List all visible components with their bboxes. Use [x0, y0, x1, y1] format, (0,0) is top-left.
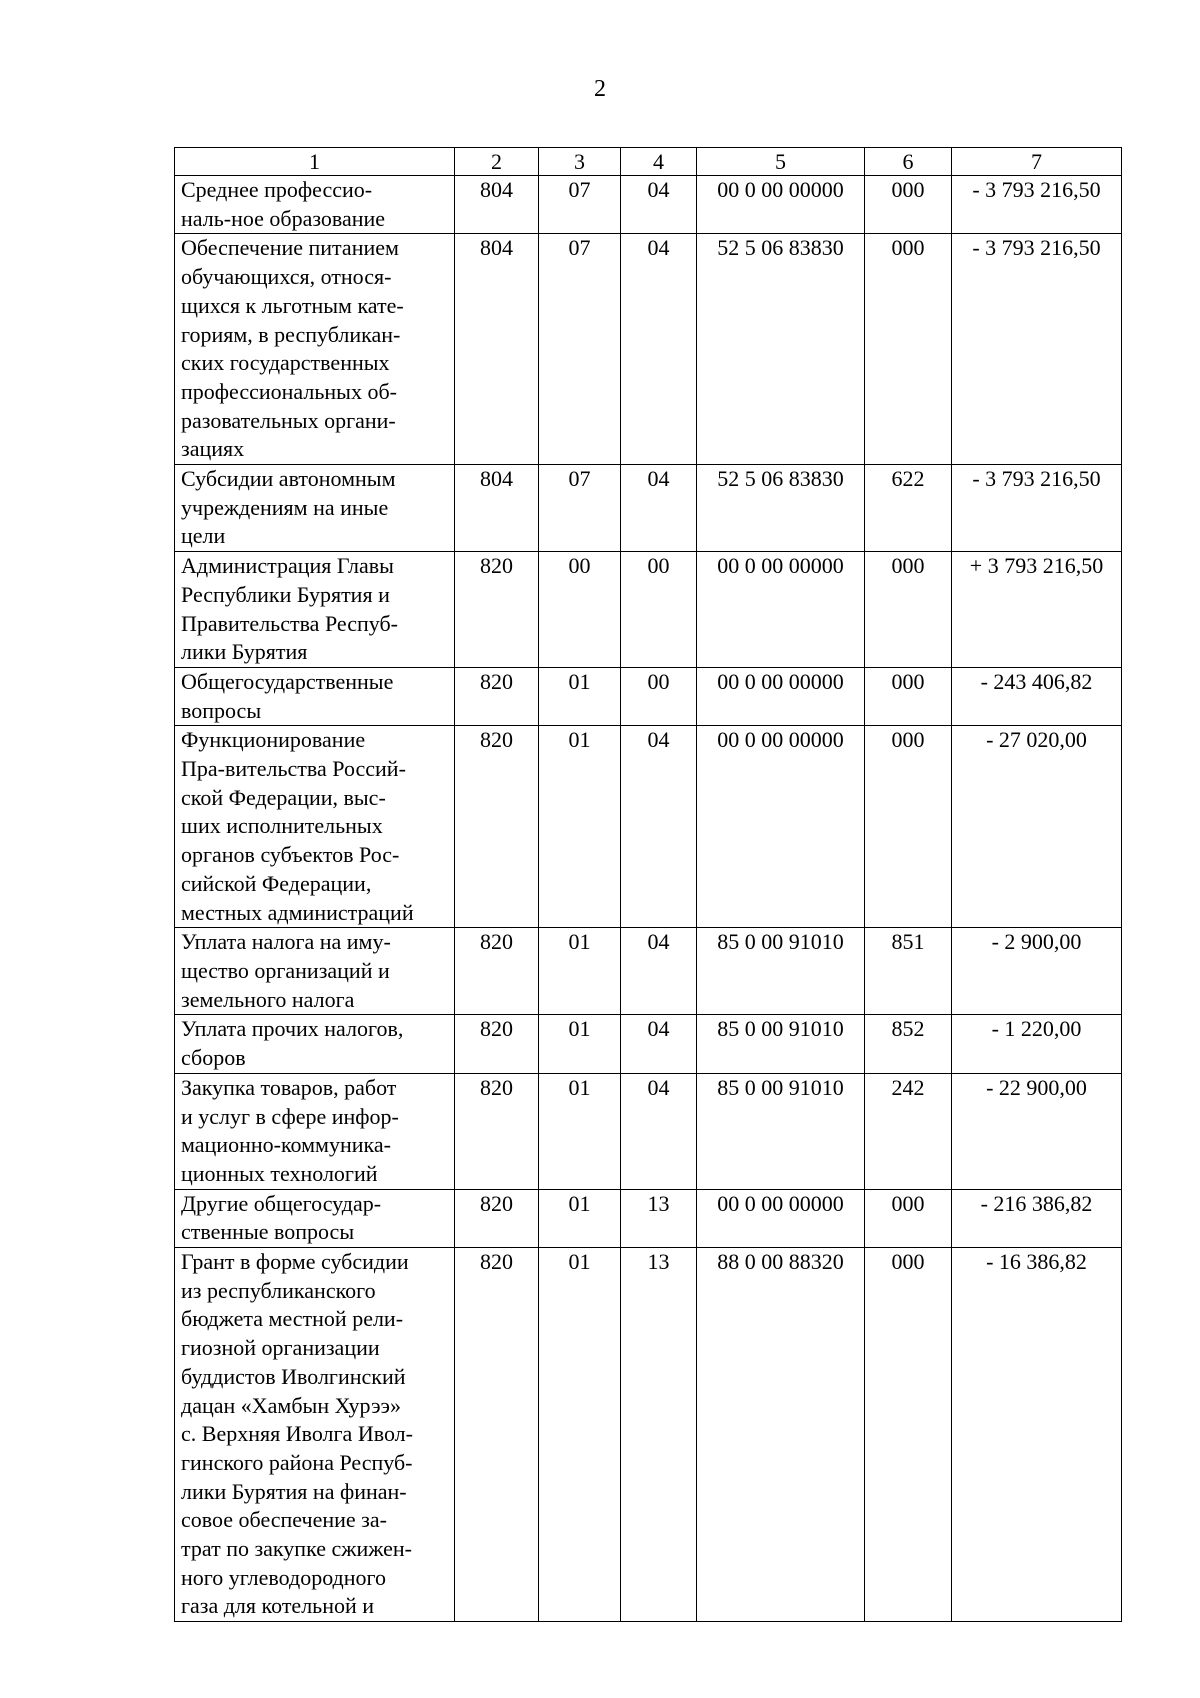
table-row [175, 1248, 1122, 1622]
item-name-line: с. Верхняя Иволга Ивол- [181, 1421, 413, 1447]
item-name-line: гинского района Респуб- [181, 1449, 413, 1475]
target-article-cell: 00 0 00 00000 [697, 667, 865, 725]
table-row [175, 667, 1122, 725]
table-row [175, 465, 1122, 552]
expense-type-cell: 000 [865, 1189, 952, 1247]
subsection-code-cell: 13 [621, 1189, 697, 1247]
item-name-line: Правительства Респуб- [181, 610, 398, 636]
column-header-6: 6 [865, 148, 952, 176]
item-name-line: обучающихся, относя- [181, 264, 392, 290]
target-article-cell: 85 0 00 91010 [697, 1015, 865, 1073]
item-name-cell [175, 465, 455, 552]
amount-cell: - 216 386,82 [952, 1189, 1122, 1247]
section-code-cell: 01 [539, 1015, 621, 1073]
expense-type-cell: 622 [865, 465, 952, 552]
table-row [175, 234, 1122, 465]
expense-type-cell: 000 [865, 667, 952, 725]
column-header-5: 5 [697, 148, 865, 176]
section-code-cell: 07 [539, 176, 621, 234]
subsection-code-cell: 04 [621, 726, 697, 928]
expense-type-cell: 000 [865, 234, 952, 465]
item-name-line: совое обеспечение за- [181, 1507, 387, 1533]
amount-cell: - 243 406,82 [952, 667, 1122, 725]
item-name-line: сборов [181, 1045, 246, 1071]
item-name-line: бюджета местной рели- [181, 1306, 404, 1332]
item-name-line: разовательных органи- [181, 407, 396, 433]
item-name-cell [175, 667, 455, 725]
target-article-cell: 00 0 00 00000 [697, 176, 865, 234]
table-row [175, 1189, 1122, 1247]
section-code-cell: 01 [539, 1189, 621, 1247]
target-article-cell: 00 0 00 00000 [697, 726, 865, 928]
subsection-code-cell: 04 [621, 176, 697, 234]
expense-type-cell: 000 [865, 552, 952, 668]
expense-type-cell: 000 [865, 726, 952, 928]
table-row [175, 1073, 1122, 1189]
amount-cell: - 27 020,00 [952, 726, 1122, 928]
target-article-cell: 88 0 00 88320 [697, 1248, 865, 1622]
department-code-cell: 820 [455, 726, 539, 928]
item-name-line: органов субъектов Рос- [181, 842, 400, 868]
department-code-cell: 820 [455, 1189, 539, 1247]
amount-cell: - 3 793 216,50 [952, 176, 1122, 234]
item-name-line: Республики Бурятия и [181, 581, 390, 607]
expense-type-cell: 242 [865, 1073, 952, 1189]
item-name-line: местных администраций [181, 899, 414, 925]
department-code-cell: 804 [455, 176, 539, 234]
column-header-3: 3 [539, 148, 621, 176]
department-code-cell: 820 [455, 928, 539, 1015]
subsection-code-cell: 04 [621, 234, 697, 465]
target-article-cell: 52 5 06 83830 [697, 465, 865, 552]
item-name-line: щество организаций и [181, 957, 390, 983]
subsection-code-cell: 04 [621, 1015, 697, 1073]
item-name-line: трат по закупке сжижен- [181, 1536, 412, 1562]
item-name-line: Уплата прочих налогов, [181, 1016, 404, 1042]
subsection-code-cell: 04 [621, 928, 697, 1015]
item-name-line: ного углеводородного [181, 1564, 387, 1590]
item-name-line: цели [181, 523, 226, 549]
subsection-code-cell: 00 [621, 667, 697, 725]
item-name-line: лики Бурятия на финан- [181, 1478, 407, 1504]
item-name-line: ших исполнительных [181, 813, 383, 839]
item-name-line: Среднее профессио- [181, 177, 373, 202]
item-name-line: Закупка товаров, работ [181, 1074, 397, 1100]
item-name-line: Уплата налога на иму- [181, 929, 391, 955]
item-name-cell [175, 1189, 455, 1247]
department-code-cell: 820 [455, 1015, 539, 1073]
amount-cell: - 3 793 216,50 [952, 234, 1122, 465]
item-name-line: Пра-вительства Россий- [181, 756, 406, 782]
item-name-line: учреждениям на иные [181, 494, 389, 520]
department-code-cell: 820 [455, 667, 539, 725]
item-name-line: Администрация Главы [181, 553, 394, 579]
header-row [175, 148, 1122, 176]
target-article-cell: 85 0 00 91010 [697, 928, 865, 1015]
budget-table [174, 147, 1122, 1622]
item-name-line: буддистов Иволгинский [181, 1363, 406, 1389]
amount-cell: - 2 900,00 [952, 928, 1122, 1015]
table-row [175, 726, 1122, 928]
item-name-cell [175, 726, 455, 928]
subsection-code-cell: 00 [621, 552, 697, 668]
item-name-line: ционных технологий [181, 1160, 378, 1186]
column-header-2: 2 [455, 148, 539, 176]
target-article-cell: 52 5 06 83830 [697, 234, 865, 465]
item-name-line: земельного налога [181, 986, 355, 1012]
item-name-line: Грант в форме субсидии [181, 1249, 409, 1275]
target-article-cell: 00 0 00 00000 [697, 1189, 865, 1247]
section-code-cell: 01 [539, 667, 621, 725]
item-name-line: щихся к льготным кате- [181, 292, 404, 318]
item-name-line: ских государственных [181, 350, 390, 376]
item-name-line: дацан «Хамбын Хурээ» [181, 1392, 401, 1418]
item-name-line: Субсидии автономным [181, 466, 396, 492]
column-header-1: 1 [175, 148, 455, 176]
expense-type-cell: 000 [865, 1248, 952, 1622]
column-header-7: 7 [952, 148, 1122, 176]
item-name-line: ской Федерации, выс- [181, 784, 386, 810]
item-name-line: Обеспечение питанием [181, 235, 399, 261]
table-row [175, 176, 1122, 234]
department-code-cell: 820 [455, 552, 539, 668]
subsection-code-cell: 04 [621, 465, 697, 552]
department-code-cell: 820 [455, 1248, 539, 1622]
item-name-cell [175, 234, 455, 465]
item-name-line: лики Бурятия [181, 639, 308, 665]
department-code-cell: 820 [455, 1073, 539, 1189]
expense-type-cell: 000 [865, 176, 952, 234]
item-name-cell [175, 552, 455, 668]
item-name-line: Общегосударственные [181, 668, 394, 694]
item-name-cell [175, 1073, 455, 1189]
item-name-line: вопросы [181, 697, 262, 723]
item-name-line: и услуг в сфере инфор- [181, 1103, 399, 1129]
item-name-line: сийской Федерации, [181, 870, 372, 896]
section-code-cell: 01 [539, 1073, 621, 1189]
expense-type-cell: 851 [865, 928, 952, 1015]
department-code-cell: 804 [455, 465, 539, 552]
section-code-cell: 00 [539, 552, 621, 668]
item-name-line: профессиональных об- [181, 378, 397, 404]
section-code-cell: 01 [539, 1248, 621, 1622]
table-body [175, 176, 1122, 1622]
expense-type-cell: 852 [865, 1015, 952, 1073]
amount-cell: - 22 900,00 [952, 1073, 1122, 1189]
subsection-code-cell: 04 [621, 1073, 697, 1189]
item-name-cell [175, 1015, 455, 1073]
table-row [175, 928, 1122, 1015]
item-name-line: наль-ное образование [181, 205, 386, 231]
item-name-cell [175, 176, 455, 234]
item-name-line: Другие общегосудар- [181, 1190, 382, 1216]
department-code-cell: 804 [455, 234, 539, 465]
item-name-line: гиозной организации [181, 1335, 380, 1361]
section-code-cell: 01 [539, 928, 621, 1015]
item-name-line: ственные вопросы [181, 1219, 355, 1245]
item-name-line: Функционирование [181, 727, 366, 753]
target-article-cell: 85 0 00 91010 [697, 1073, 865, 1189]
table-row [175, 1015, 1122, 1073]
item-name-cell [175, 1248, 455, 1622]
amount-cell: - 16 386,82 [952, 1248, 1122, 1622]
page-number: 2 [594, 76, 606, 102]
amount-cell: + 3 793 216,50 [952, 552, 1122, 668]
item-name-line: зациях [181, 436, 245, 462]
target-article-cell: 00 0 00 00000 [697, 552, 865, 668]
item-name-line: мационно-коммуника- [181, 1132, 391, 1158]
item-name-line: гориям, в республикан- [181, 321, 401, 347]
amount-cell: - 3 793 216,50 [952, 465, 1122, 552]
item-name-line: из республиканского [181, 1277, 376, 1303]
section-code-cell: 01 [539, 726, 621, 928]
item-name-cell [175, 928, 455, 1015]
table-row [175, 552, 1122, 668]
section-code-cell: 07 [539, 465, 621, 552]
section-code-cell: 07 [539, 234, 621, 465]
column-header-4: 4 [621, 148, 697, 176]
subsection-code-cell: 13 [621, 1248, 697, 1622]
amount-cell: - 1 220,00 [952, 1015, 1122, 1073]
item-name-line: газа для котельной и [181, 1593, 375, 1619]
